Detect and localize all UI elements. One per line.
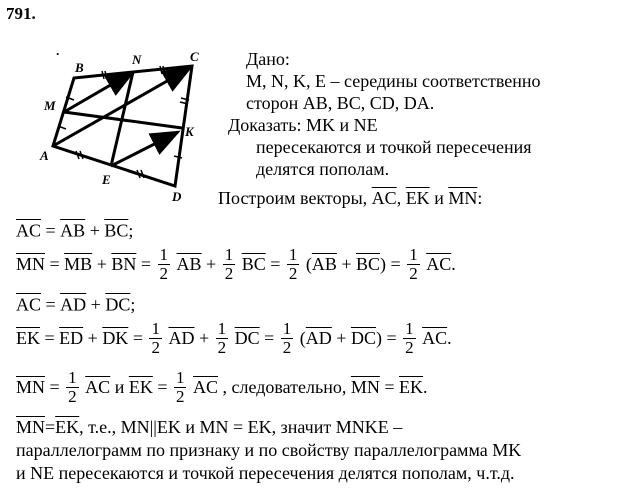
- eq2-vector-BC-2: $\overline{BC}$: [356, 254, 381, 274]
- equation-2: [16, 246, 456, 283]
- eq3-vector-DC: $\overline{DC}$: [105, 294, 131, 315]
- eq4-equals-2: =: [132, 328, 143, 348]
- eq2-fraction-1: $\frac{1}{2}$: [159, 245, 169, 283]
- eq2-fraction-4: $\frac{1}{2}$: [409, 245, 418, 283]
- construct-comma: ,: [396, 188, 402, 208]
- conclusion-equals: =: [45, 417, 56, 437]
- eq2-equals: =: [49, 254, 60, 274]
- eq1-vector-AB: $\overline{AB}$: [60, 220, 86, 241]
- eq4-vector-AC: $\overline{AC}$: [422, 328, 448, 348]
- eq5-equals-2: =: [157, 377, 168, 397]
- conclusion-vector-MN: $\overline{MN}$: [16, 417, 46, 437]
- conclusion-line-2: параллелограмм по признаку и по свойству параллелограмма MK: [16, 440, 522, 460]
- eq1-vector-AC: $\overline{AC}$: [16, 220, 42, 241]
- given-line-1: M, N, K, E – середины соответственно: [246, 71, 541, 91]
- label-M: M: [44, 98, 56, 113]
- eq4-fraction-2: $\frac{1}{2}$: [217, 319, 227, 357]
- eq2-equals-2: =: [140, 254, 152, 274]
- label-N: N: [132, 52, 142, 67]
- eq2-fraction-2: $\frac{1}{2}$: [224, 245, 234, 283]
- eq4-vector-AD-2: $\overline{AD}$: [305, 328, 332, 348]
- eq5-fraction-2: $\frac{1}{2}$: [175, 368, 185, 406]
- equation-3: [16, 293, 135, 315]
- eq2-equals-4: =: [390, 254, 401, 274]
- eq2-plus: +: [96, 254, 107, 274]
- eq4-vector-AD: $\overline{AD}$: [168, 328, 195, 348]
- construct-line: [218, 188, 482, 209]
- conclusion-vector-EK: $\overline{EK}$: [55, 417, 80, 437]
- eq5-equals: =: [49, 377, 60, 397]
- eq5-text: , следовательно,: [222, 377, 347, 397]
- eq3-end: ;: [130, 294, 136, 315]
- eq5-vector-MN: $\overline{MN}$: [16, 377, 46, 397]
- eq5-and: и: [114, 377, 125, 397]
- eq2-vector-MN: $\overline{MN}$: [16, 254, 46, 274]
- eq1-end: ;: [128, 220, 134, 241]
- eq5-vector-MN-2: $\overline{MN}$: [350, 377, 380, 397]
- label-K: K: [185, 124, 194, 139]
- eq1-plus: +: [89, 220, 100, 241]
- label-B: B: [75, 60, 84, 75]
- parallelogram-figure: [30, 50, 220, 210]
- eq2-plus-2: +: [206, 254, 217, 274]
- eq3-equals: =: [45, 294, 56, 315]
- eq2-vector-BN: $\overline{BN}$: [111, 254, 137, 274]
- eq5-vector-EK: $\overline{EK}$: [128, 377, 153, 397]
- eq4-lparen: (: [299, 328, 306, 348]
- eq2-vector-BC: $\overline{BC}$: [241, 254, 266, 274]
- eq2-equals-3: =: [270, 254, 281, 274]
- eq1-equals: =: [45, 220, 56, 241]
- eq4-vector-DK: $\overline{DK}$: [102, 328, 129, 348]
- conclusion-line-1: [16, 417, 402, 438]
- eq2-vector-AB: $\overline{AB}$: [176, 254, 202, 274]
- prove-line-1: пересекаются и точкой пересечения: [256, 137, 532, 157]
- eq2-end: .: [451, 254, 456, 274]
- given-label: Дано:: [246, 49, 290, 69]
- eq2-vector-AC: $\overline{AC}$: [426, 254, 452, 274]
- eq5-fraction-1: $\frac{1}{2}$: [68, 368, 77, 406]
- construct-colon: :: [477, 188, 483, 208]
- eq1-vector-BC: $\overline{BC}$: [104, 220, 129, 241]
- label-E: E: [102, 172, 111, 187]
- eq4-fraction-4: $\frac{1}{2}$: [405, 319, 414, 357]
- eq3-vector-AC: $\overline{AC}$: [16, 294, 42, 315]
- prove-line-2: делятся пополам.: [256, 159, 390, 179]
- conclusion-line-3: и NE пересекаются и точкой пересечения делятся пополам, ч.т.д.: [16, 463, 515, 483]
- eq2-fraction-3: $\frac{1}{2}$: [288, 245, 298, 283]
- equation-1: [16, 219, 133, 241]
- eq2-lparen: (: [305, 254, 312, 274]
- prove-label: Доказать: MK и NE: [228, 115, 378, 135]
- construct-vector-MN: $\overline{MN}$: [448, 188, 478, 208]
- eq4-fraction-1: $\frac{1}{2}$: [151, 319, 160, 357]
- eq4-equals: =: [44, 328, 55, 348]
- eq4-vector-ED: $\overline{ED}$: [59, 328, 84, 348]
- eq4-plus-3: +: [336, 328, 347, 348]
- equation-5: [16, 369, 428, 406]
- figure-dot: ·: [56, 50, 60, 61]
- construct-vector-EK: $\overline{EK}$: [405, 188, 430, 208]
- eq4-vector-DC-2: $\overline{DC}$: [350, 328, 376, 348]
- eq4-end: .: [447, 328, 452, 348]
- eq4-rparen: ): [375, 328, 382, 348]
- eq4-fraction-3: $\frac{1}{2}$: [282, 319, 292, 357]
- eq3-plus: +: [90, 294, 101, 315]
- eq2-rparen: ): [380, 254, 387, 274]
- eq4-plus: +: [87, 328, 98, 348]
- eq5-equals-3: =: [384, 377, 395, 397]
- label-C: C: [190, 50, 199, 64]
- eq2-vector-MB: $\overline{MB}$: [64, 254, 93, 274]
- eq5-vector-AC: $\overline{AC}$: [85, 377, 111, 397]
- eq4-vector-EK: $\overline{EK}$: [16, 328, 40, 348]
- vector-EK: [111, 132, 178, 166]
- label-A: A: [40, 148, 49, 163]
- eq4-vector-DC: $\overline{DC}$: [234, 328, 260, 348]
- eq4-equals-4: =: [386, 328, 397, 348]
- eq4-equals-3: =: [264, 328, 275, 348]
- eq4-plus-2: +: [198, 328, 210, 348]
- eq5-vector-AC-2: $\overline{AC}$: [192, 377, 218, 397]
- equation-4: [16, 320, 452, 357]
- problem-number: 791.: [6, 4, 36, 23]
- construct-vector-AC: $\overline{AC}$: [371, 188, 397, 208]
- construct-and: и: [434, 188, 444, 208]
- label-D: D: [172, 189, 182, 204]
- construct-text: Построим векторы,: [218, 188, 368, 208]
- given-line-2: сторон AB, BC, CD, DA.: [246, 93, 435, 113]
- eq5-vector-EK-2: $\overline{EK}$: [399, 377, 424, 397]
- eq5-end: .: [423, 377, 428, 397]
- eq2-plus-3: +: [341, 254, 352, 274]
- eq2-vector-AB-2: $\overline{AB}$: [311, 254, 337, 274]
- conclusion-line-1-rest: , т.е., MN||EK и MN = EK, значит MNKE –: [79, 417, 403, 437]
- eq3-vector-AD: $\overline{AD}$: [60, 294, 87, 315]
